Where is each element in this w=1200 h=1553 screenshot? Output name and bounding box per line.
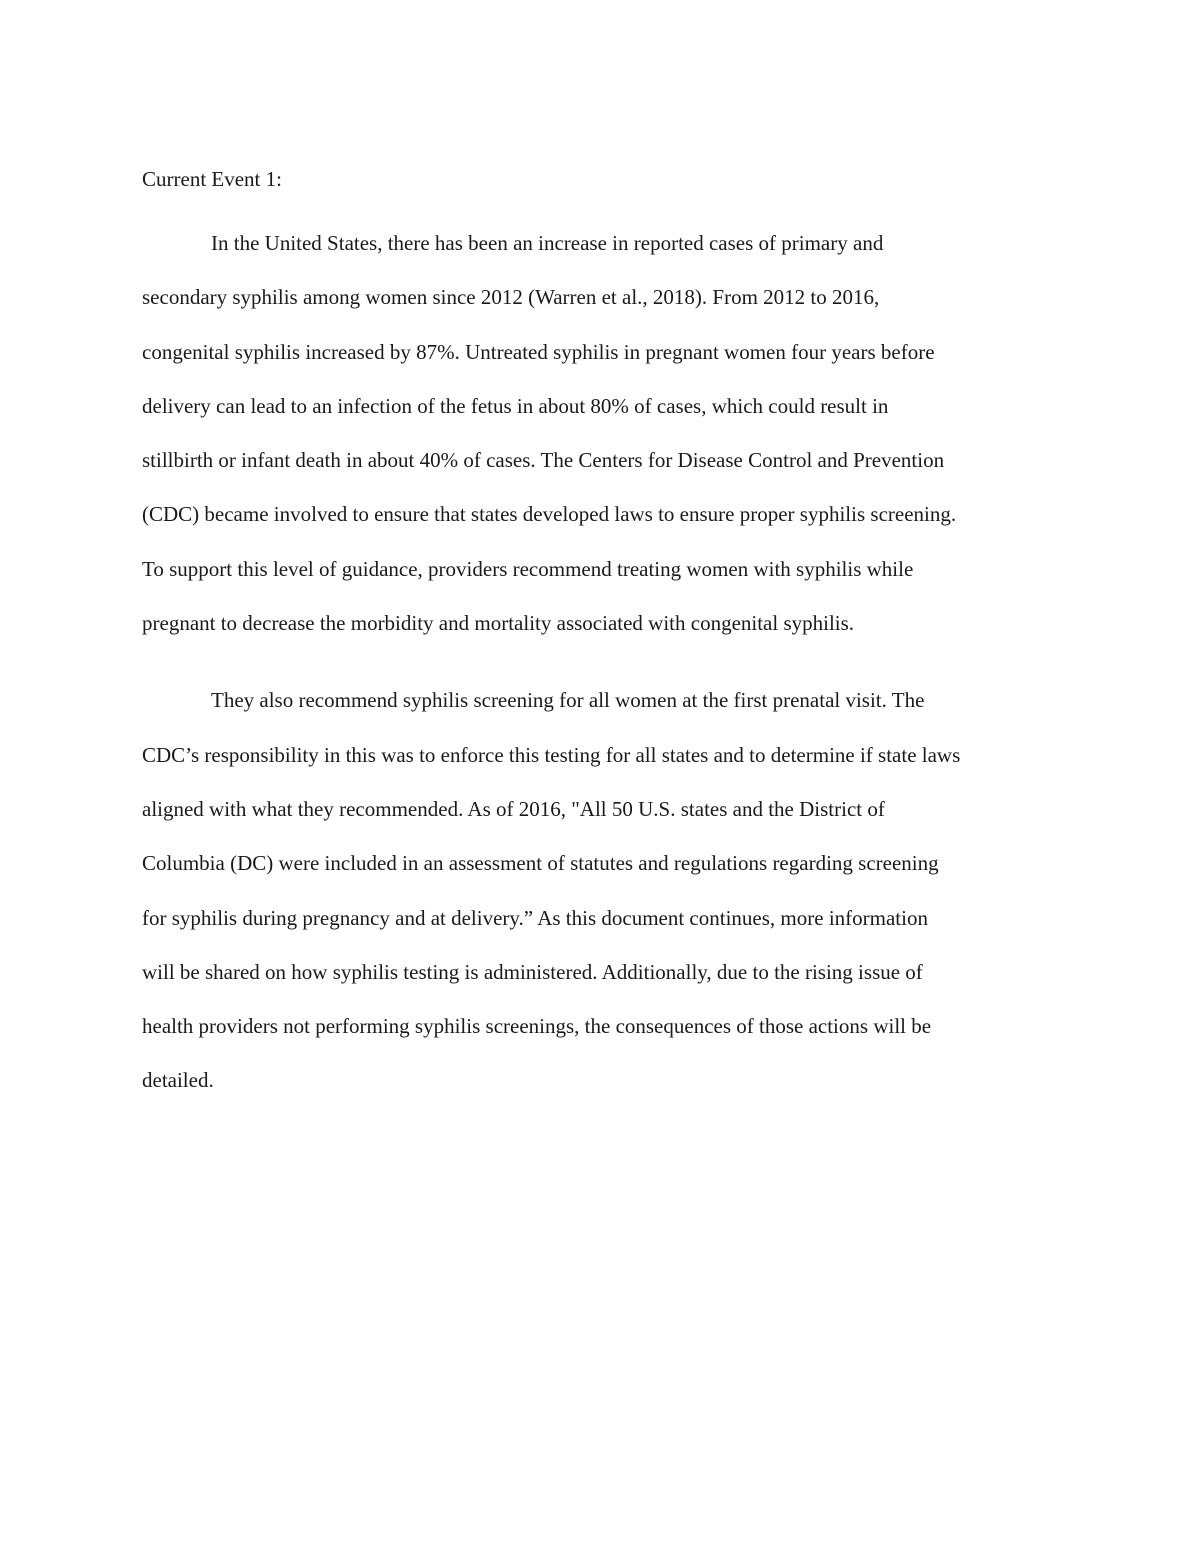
paragraph-line: (CDC) became involved to ensure that states developed laws to ensure proper syphilis screening. bbox=[142, 502, 957, 527]
document-body bbox=[142, 164, 1062, 1108]
paragraph-line: CDC’s responsibility in this was to enforce this testing for all states and to determine if state laws bbox=[142, 742, 961, 767]
paragraph-line: detailed. bbox=[142, 1068, 214, 1093]
paragraph-line: for syphilis during pregnancy and at delivery.” As this document continues, more information bbox=[142, 905, 928, 930]
paragraph-spacer bbox=[142, 650, 1062, 673]
paragraph-line: To support this level of guidance, providers recommend treating women with syphilis while bbox=[142, 556, 914, 581]
paragraph-line: pregnant to decrease the morbidity and mortality associated with congenital syphilis. bbox=[142, 611, 855, 636]
paragraph-line: health providers not performing syphilis screenings, the consequences of those actions will be bbox=[142, 1014, 932, 1039]
paragraph-line: In the United States, there has been an increase in reported cases of primary and bbox=[211, 231, 884, 255]
paragraph-line: will be shared on how syphilis testing is administered. Additionally, due to the rising issue of bbox=[142, 959, 923, 984]
paragraph-line: aligned with what they recommended. As of 2016, "All 50 U.S. states and the District of bbox=[142, 796, 885, 821]
paragraph-line: secondary syphilis among women since 2012 (Warren et al., 2018). From 2012 to 2016, bbox=[142, 285, 880, 310]
paragraph-line: congenital syphilis increased by 87%. Untreated syphilis in pregnant women four years before bbox=[142, 339, 935, 364]
document-heading: Current Event 1: bbox=[142, 167, 282, 191]
paragraph-line: delivery can lead to an infection of the fetus in about 80% of cases, which could result in bbox=[142, 393, 889, 418]
paragraph-2 bbox=[142, 673, 1062, 1107]
paragraph-1 bbox=[142, 216, 1062, 650]
paragraph-line: Columbia (DC) were included in an assessment of statutes and regulations regarding screening bbox=[142, 851, 939, 876]
paragraph-line: They also recommend syphilis screening for all women at the first prenatal visit. The bbox=[211, 688, 925, 713]
paragraph-line: stillbirth or infant death in about 40% of cases. The Centers for Disease Control and Prevention bbox=[142, 448, 945, 473]
